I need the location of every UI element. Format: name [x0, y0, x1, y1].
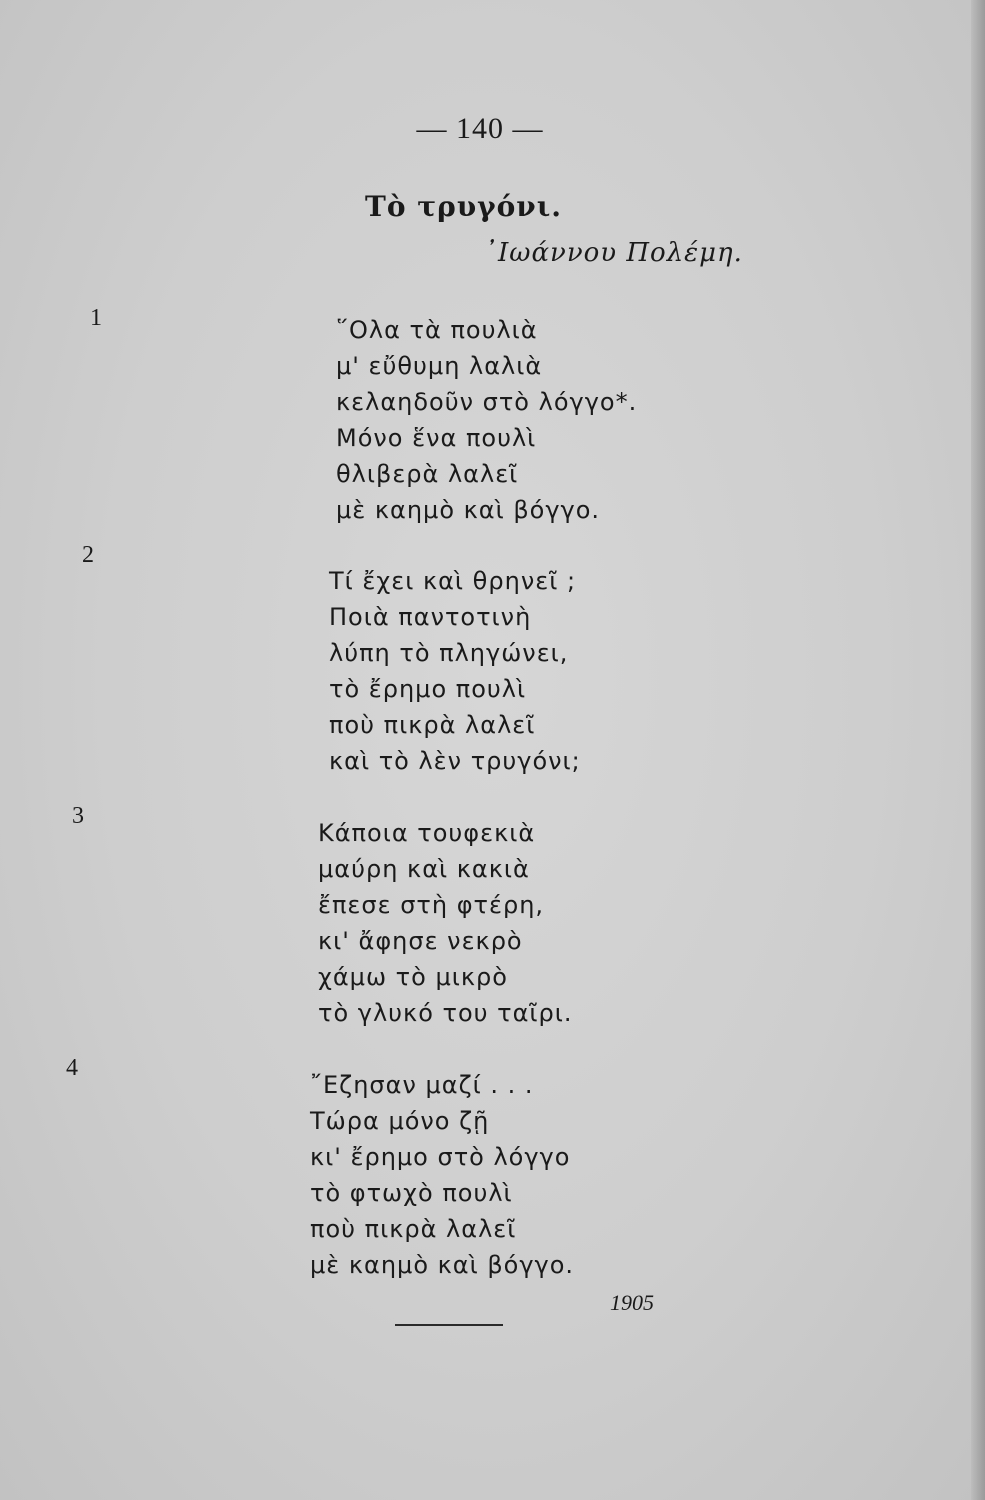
verse-line: Τώρα μόνο ζῇ: [310, 1107, 490, 1135]
verse-line: Τί ἔχει καὶ θρηνεῖ ;: [329, 567, 577, 595]
stanza-3: [318, 815, 573, 1031]
verse-line: κι' ἄφησε νεκρὸ: [318, 927, 523, 955]
stanza-number-4: 4: [66, 1055, 78, 1081]
stanza-1: [336, 312, 637, 528]
stanza-4: [310, 1067, 574, 1283]
verse-line: μ' εὔθυμη λαλιὰ: [336, 352, 543, 380]
stanza-number-1: 1: [90, 305, 102, 331]
verse-line: χάμω τὸ μικρὸ: [318, 963, 508, 991]
verse-line: ποὺ πικρὰ λαλεῖ: [310, 1215, 517, 1243]
verse-line: τὸ φτωχὸ πουλὶ: [310, 1179, 513, 1207]
verse-line: καὶ τὸ λὲν τρυγόνι;: [329, 747, 581, 775]
verse-line: μὲ καημὸ καὶ βόγγο.: [310, 1251, 575, 1279]
verse-line: λύπη τὸ πληγώνει,: [329, 639, 569, 667]
poem-date: 1905: [610, 1290, 654, 1315]
verse-line: Κάποια τουφεκιὰ: [318, 819, 536, 847]
stanza-2: [329, 563, 581, 779]
verse-line: Ποιὰ παντοτινὴ: [329, 603, 532, 631]
poem-title: Τὸ τρυγόνι.: [365, 190, 563, 223]
verse-line: μαύρη καὶ κακιὰ: [318, 855, 530, 883]
poem-author: ᾿Ιωάννου Πολέμη.: [484, 238, 743, 268]
verse-line: ῎Εζησαν μαζί . . .: [310, 1071, 534, 1099]
verse-line: κελαηδοῦν στὸ λόγγο*.: [336, 388, 638, 416]
stanza-number-2: 2: [82, 542, 94, 568]
page-edge-shadow: [971, 0, 985, 1500]
stanza-number-3: 3: [72, 803, 84, 829]
verse-line: τὸ γλυκό του ταῖρι.: [318, 999, 573, 1027]
verse-line: Μόνο ἕνα πουλὶ: [336, 424, 537, 452]
end-rule: [395, 1324, 503, 1326]
verse-line: κι' ἔρημο στὸ λόγγο: [310, 1143, 571, 1171]
verse-line: ποὺ πικρὰ λαλεῖ: [329, 711, 536, 739]
verse-line: μὲ καημὸ καὶ βόγγο.: [336, 496, 601, 524]
verse-line: θλιβερὰ λαλεῖ: [336, 460, 519, 488]
page-number: — 140 —: [416, 112, 544, 145]
verse-line: τὸ ἔρημο πουλὶ: [329, 675, 527, 703]
verse-line: ῞Ολα τὰ πουλιὰ: [336, 316, 538, 344]
verse-line: ἔπεσε στὴ φτέρη,: [318, 891, 545, 919]
